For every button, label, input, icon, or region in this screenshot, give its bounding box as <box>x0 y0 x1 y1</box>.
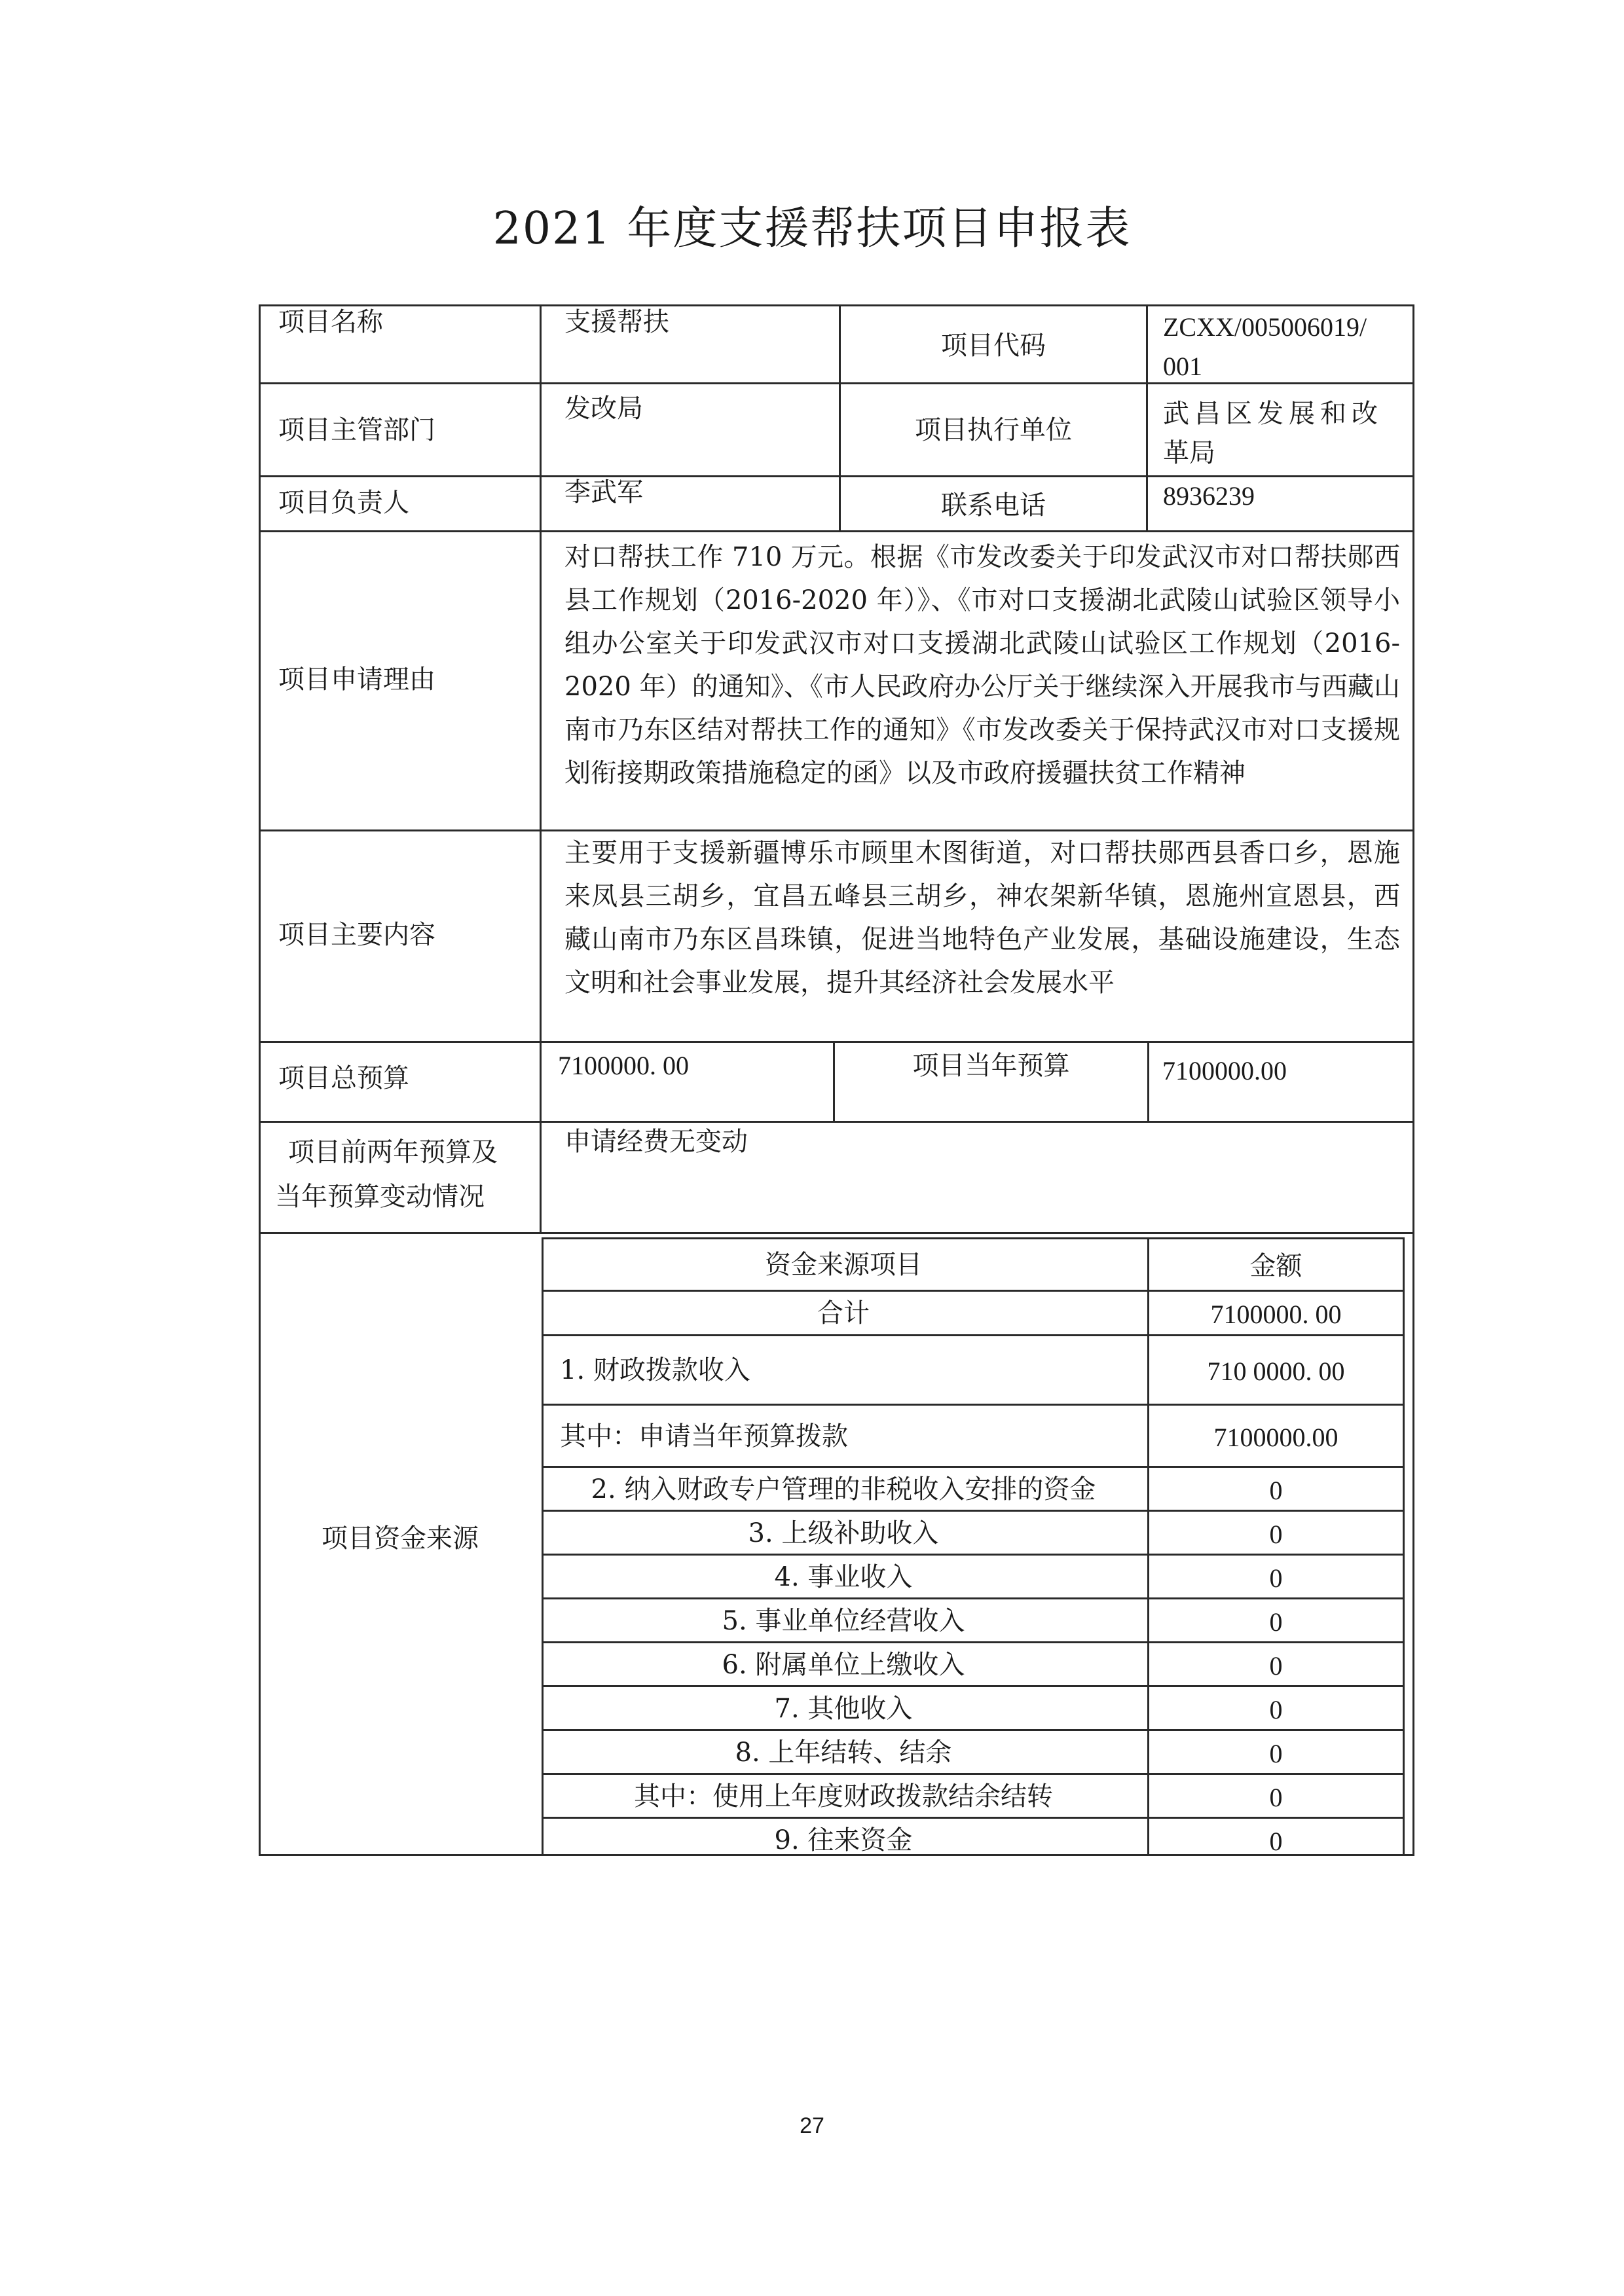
funding-row-amount: 710 0000. 00 <box>1207 1357 1345 1386</box>
funding-row-item: 8. 上年结转、结余 <box>735 1737 952 1768</box>
funding-row-item: 其中：使用上年度财政拨款结余结转 <box>634 1781 1053 1812</box>
dept-value: 发改局 <box>564 393 643 424</box>
funding-row-item: 5. 事业单位经营收入 <box>722 1605 965 1636</box>
funding-row-amount: 0 <box>1269 1738 1283 1768</box>
funding-row-item: 合计 <box>817 1298 870 1328</box>
leader-value: 李武军 <box>564 477 643 507</box>
exec-unit-value-line2: 革局 <box>1163 438 1215 468</box>
funding-row-amount: 0 <box>1269 1519 1283 1549</box>
funding-row-item: 3. 上级补助收入 <box>748 1518 939 1548</box>
year-budget-label: 项目当年预算 <box>912 1051 1070 1081</box>
leader-label: 项目负责人 <box>278 488 409 518</box>
phone-value: 8936239 <box>1163 481 1255 511</box>
col-divider <box>540 304 542 1234</box>
funding-row-divider <box>542 1404 1405 1406</box>
funding-header-item: 资金来源项目 <box>765 1250 922 1280</box>
funding-row-item: 6. 附属单位上缴收入 <box>722 1649 965 1680</box>
project-code-value-line1: ZCXX/005006019/ <box>1163 312 1367 342</box>
total-budget-label: 项目总预算 <box>278 1063 409 1093</box>
funding-row-amount: 0 <box>1269 1694 1283 1724</box>
funding-row-divider <box>542 1334 1405 1336</box>
funding-row-amount: 0 <box>1269 1607 1283 1637</box>
project-code-value-line2: 001 <box>1163 352 1202 381</box>
funding-row-amount: 7100000.00 <box>1213 1422 1338 1452</box>
total-budget-value: 7100000. 00 <box>558 1051 689 1080</box>
funding-header-amount: 金额 <box>1249 1251 1302 1281</box>
funding-row-divider <box>542 1817 1405 1819</box>
content-text: 主要用于支援新疆博乐市顾里木图街道，对口帮扶郧西县香口乡，恩施来凤县三胡乡，宜昌五峰县三胡乡，神农架新华镇，恩施州宣恩县，西藏山南市乃东区昌珠镇，促进当地特色产业发展，基础设施建设，生态文明和社会事业发展，提升其经济社会发展水平 <box>564 838 1400 998</box>
funding-row-item: 9. 往来资金 <box>774 1825 913 1855</box>
page-title: 2021 年度支援帮扶项目申报表 <box>492 203 1132 255</box>
row-divider <box>259 1121 1414 1123</box>
funding-row-amount: 0 <box>1269 1563 1283 1593</box>
budget-change-label-line2: 当年预算变动情况 <box>275 1182 485 1212</box>
budget-change-label-line1: 项目前两年预算及 <box>288 1137 498 1167</box>
funding-row-item: 2. 纳入财政专户管理的非税收入安排的资金 <box>591 1474 1096 1504</box>
reason-text: 对口帮扶工作 710 万元。根据《市发改委关于印发武汉市对口帮扶郧西县工作规划（2016-2020 年）》、《市对口支援湖北武陵山试验区领导小组办公室关于印发武汉市对口支援湖北武陵山试验区工作规划（2016-2020 年）的通知》、《市人民政府办公厅关于继续深入开展我市与西藏山南市乃东区结对帮扶工作的通知》《市发改委关于保持武汉市对口支援规划衔接期政策措施稳定的函》以及市政府援疆扶贫工作精神 <box>564 542 1400 788</box>
funding-row-amount: 0 <box>1269 1782 1283 1812</box>
col-divider <box>1147 1041 1149 1121</box>
exec-unit-label: 项目执行单位 <box>915 415 1072 445</box>
project-code-label: 项目代码 <box>941 331 1046 361</box>
row-divider <box>259 382 1414 384</box>
funding-row-item: 其中：申请当年预算拨款 <box>560 1421 848 1451</box>
row-divider <box>259 1041 1414 1043</box>
phone-label: 联系电话 <box>941 490 1046 520</box>
year-budget-value: 7100000.00 <box>1162 1056 1287 1085</box>
project-name-value: 支援帮扶 <box>564 307 669 337</box>
dept-label: 项目主管部门 <box>278 415 435 445</box>
funding-row-amount: 0 <box>1269 1650 1283 1681</box>
exec-unit-value-line1: 武昌区发展和改 <box>1163 399 1383 429</box>
funding-row-item: 4. 事业收入 <box>774 1561 913 1592</box>
project-name-label: 项目名称 <box>278 307 383 337</box>
funding-label: 项目资金来源 <box>322 1523 479 1554</box>
col-divider <box>1146 304 1148 530</box>
budget-change-value: 申请经费无变动 <box>564 1127 748 1157</box>
page-number: 27 <box>800 2113 824 2138</box>
funding-row-amount: 0 <box>1269 1827 1283 1856</box>
funding-row-amount: 0 <box>1269 1475 1283 1505</box>
funding-row-item: 7. 其他收入 <box>774 1693 913 1724</box>
row-divider <box>259 1232 1414 1234</box>
content-label: 项目主要内容 <box>278 920 435 950</box>
funding-row-divider <box>542 1290 1405 1292</box>
funding-row-amount: 7100000. 00 <box>1210 1300 1342 1329</box>
reason-label: 项目申请理由 <box>278 665 435 695</box>
funding-row-item: 1. 财政拨款收入 <box>560 1355 750 1385</box>
row-divider <box>259 530 1414 532</box>
